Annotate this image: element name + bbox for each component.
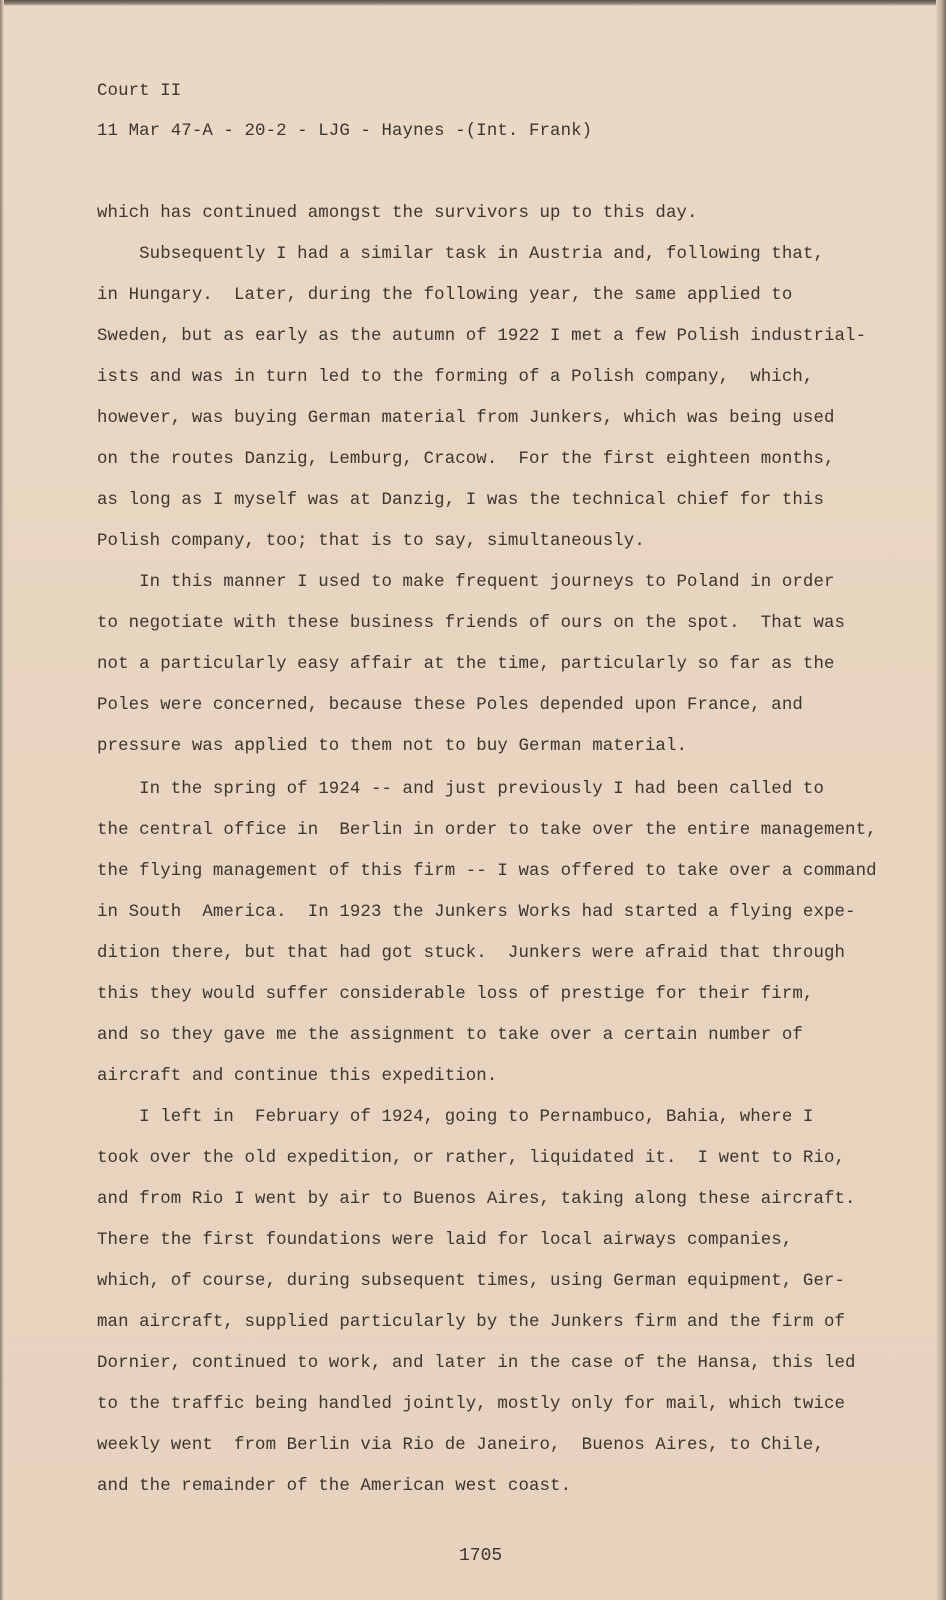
body-line: in South America. In 1923 the Junkers Works had started a flying expe- <box>97 903 856 922</box>
body-line: Poles were concerned, because these Poles depended upon France, and <box>97 696 803 715</box>
body-line: dition there, but that had got stuck. Junkers were afraid that through <box>97 944 846 963</box>
body-line: which, of course, during subsequent times, using German equipment, Ger- <box>97 1272 846 1291</box>
body-line: to negotiate with these business friends of ours on the spot. That was <box>97 614 846 633</box>
body-line: aircraft and continue this expedition. <box>97 1067 498 1086</box>
body-line: not a particularly easy affair at the time, particularly so far as the <box>97 655 835 674</box>
body-line: There the first foundations were laid for local airways companies, <box>97 1231 793 1250</box>
body-line: Dornier, continued to work, and later in the case of the Hansa, this led <box>97 1354 856 1373</box>
body-line: and from Rio I went by air to Buenos Aires, taking along these aircraft. <box>97 1190 856 1209</box>
body-line: which has continued amongst the survivors up to this day. <box>97 204 698 223</box>
body-line: the central office in Berlin in order to take over the entire management, <box>97 821 877 840</box>
body-line: In this manner I used to make frequent journeys to Poland in order <box>97 573 835 592</box>
body-line: in Hungary. Later, during the following year, the same applied to <box>97 286 793 305</box>
page-number: 1705 <box>459 1546 503 1566</box>
body-line: to the traffic being handled jointly, mostly only for mail, which twice <box>97 1395 846 1414</box>
body-line: In the spring of 1924 -- and just previously I had been called to <box>97 780 824 799</box>
body-line: the flying management of this firm -- I was offered to take over a command <box>97 862 877 881</box>
body-line: weekly went from Berlin via Rio de Janeiro, Buenos Aires, to Chile, <box>97 1436 824 1455</box>
body-line: Sweden, but as early as the autumn of 1922 I met a few Polish industrial- <box>97 327 867 346</box>
body-line: I left in February of 1924, going to Pernambuco, Bahia, where I <box>97 1108 814 1127</box>
body-line: and the remainder of the American west coast. <box>97 1477 572 1496</box>
body-line: as long as I myself was at Danzig, I was the technical chief for this <box>97 491 824 510</box>
body-line: Polish company, too; that is to say, simultaneously. <box>97 532 645 551</box>
body-line: however, was buying German material from Junkers, which was being used <box>97 409 835 428</box>
body-line: and so they gave me the assignment to take over a certain number of <box>97 1026 803 1045</box>
body-line: this they would suffer considerable loss of prestige for their firm, <box>97 985 814 1004</box>
session-header: 11 Mar 47-A - 20-2 - LJG - Haynes -(Int. Frank) <box>97 122 593 141</box>
court-header: Court II <box>97 82 182 101</box>
page-left-edge <box>0 0 4 1600</box>
body-line: man aircraft, supplied particularly by the Junkers firm and the firm of <box>97 1313 846 1332</box>
page-right-edge <box>936 0 946 1600</box>
body-line: Subsequently I had a similar task in Austria and, following that, <box>97 245 824 264</box>
body-line: ists and was in turn led to the forming of a Polish company, which, <box>97 368 814 387</box>
body-line: pressure was applied to them not to buy German material. <box>97 737 688 756</box>
body-line: on the routes Danzig, Lemburg, Cracow. For the first eighteen months, <box>97 450 835 469</box>
body-line: took over the old expedition, or rather, liquidated it. I went to Rio, <box>97 1149 846 1168</box>
page-top-edge <box>0 0 946 6</box>
